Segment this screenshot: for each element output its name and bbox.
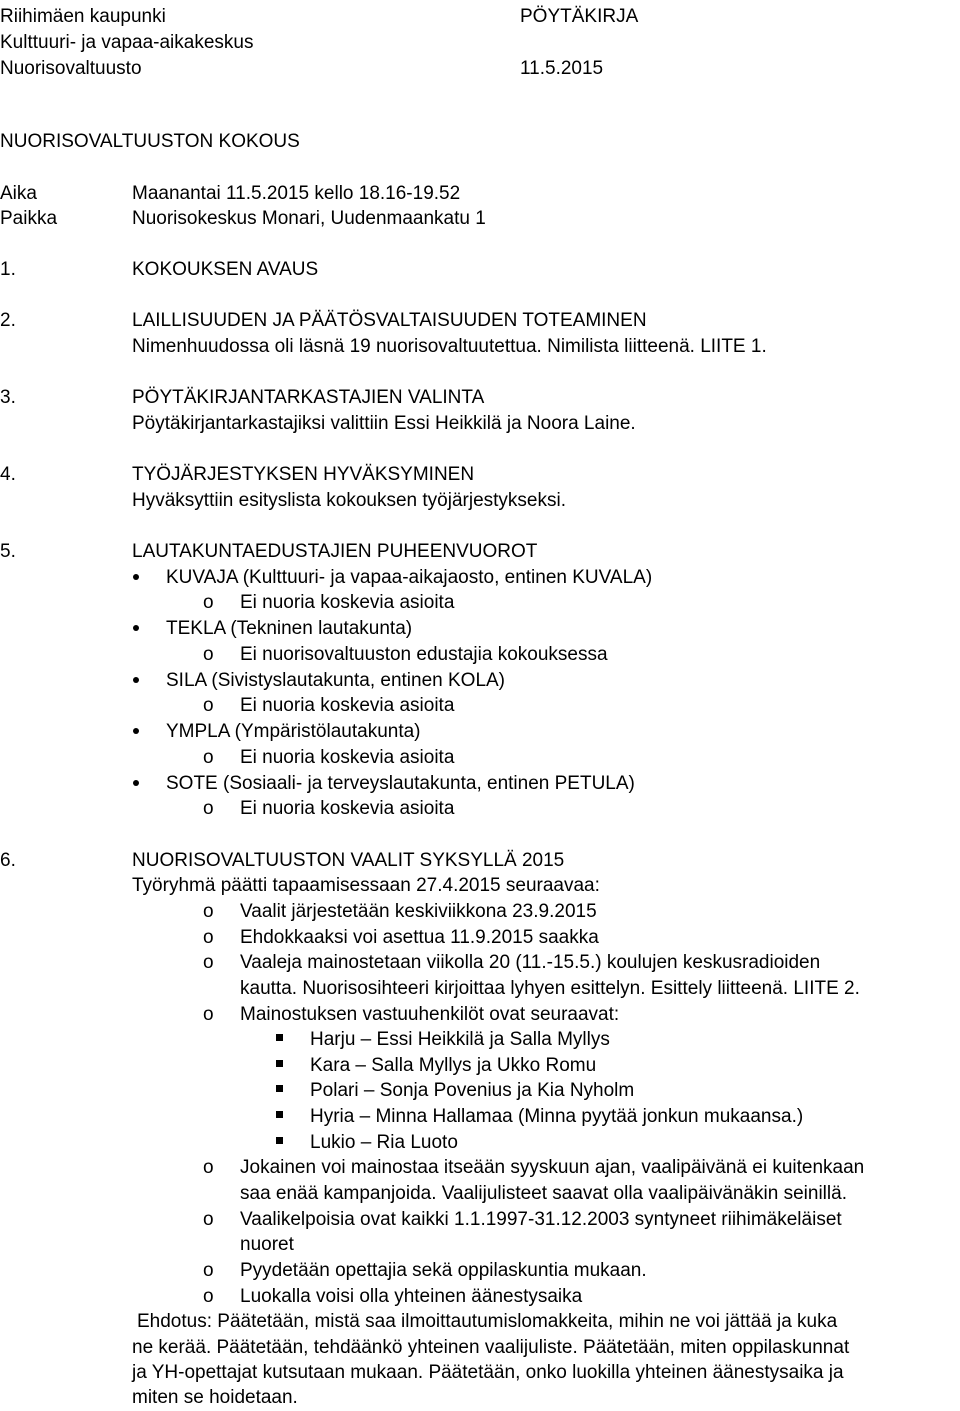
list-item-note: Ei nuoria koskevia asioita (240, 747, 455, 768)
bullet-icon (133, 780, 139, 786)
document-type: PÖYTÄKIRJA (520, 6, 639, 27)
sub-bullet-marker: o (203, 695, 214, 716)
org-department: Kulttuuri- ja vapaa-aikakeskus (0, 32, 254, 53)
list-item-note: Ei nuoria koskevia asioita (240, 695, 455, 716)
bullet-icon (133, 625, 139, 631)
sub-bullet-marker: o (203, 1209, 214, 1230)
bullet-icon (133, 728, 139, 734)
section-5-number: 5. (0, 541, 16, 562)
list-item: YMPLA (Ympäristölautakunta) (166, 721, 421, 742)
proposal-text: miten se hoidetaan. (132, 1387, 298, 1408)
list-item: Jokainen voi mainostaa itseään syyskuun ajan, vaalipäivänä ei kuitenkaan (240, 1157, 865, 1178)
section-6-number: 6. (0, 850, 16, 871)
bullet-icon (133, 574, 139, 580)
section-3-body: Pöytäkirjantarkastajiksi valittiin Essi Heikkilä ja Noora Laine. (132, 413, 636, 434)
list-item: Vaaleja mainostetaan viikolla 20 (11.-15.5.) koulujen keskusradioiden (240, 952, 821, 973)
section-4-title: TYÖJÄRJESTYKSEN HYVÄKSYMINEN (132, 464, 475, 485)
list-item: Ehdokkaaksi voi asettua 11.9.2015 saakka (240, 927, 599, 948)
section-1-number: 1. (0, 259, 16, 280)
square-bullet-icon (276, 1137, 283, 1144)
meeting-title: NUORISOVALTUUSTON KOKOUS (0, 131, 300, 152)
sub-bullet-marker: o (203, 644, 214, 665)
sub-bullet-marker: o (203, 901, 214, 922)
square-bullet-icon (276, 1060, 283, 1067)
proposal-text: ne kerää. Päätetään, tehdäänkö yhteinen vaalijuliste. Päätetään, miten oppilaskunnat (132, 1337, 850, 1358)
sub-bullet-marker: o (203, 1157, 214, 1178)
section-4-body: Hyväksyttiin esityslista kokouksen työjärjestykseksi. (132, 490, 566, 511)
list-item-continuation: nuoret (240, 1234, 294, 1255)
bullet-icon (133, 677, 139, 683)
list-item-note: Ei nuoria koskevia asioita (240, 798, 455, 819)
section-5-title: LAUTAKUNTAEDUSTAJIEN PUHEENVUOROT (132, 541, 538, 562)
responsible-item: Lukio – Ria Luoto (310, 1132, 458, 1153)
square-bullet-icon (276, 1034, 283, 1041)
org-name: Riihimäen kaupunki (0, 6, 166, 27)
list-item-note: Ei nuorisovaltuuston edustajia kokouksessa (240, 644, 608, 665)
responsible-item: Harju – Essi Heikkilä ja Salla Myllys (310, 1029, 610, 1050)
sub-bullet-marker: o (203, 798, 214, 819)
sub-bullet-marker: o (203, 592, 214, 613)
section-2-title: LAILLISUUDEN JA PÄÄTÖSVALTAISUUDEN TOTEAMINEN (132, 310, 647, 331)
list-item: Vaalikelpoisia ovat kaikki 1.1.1997-31.12.2003 syntyneet riihimäkeläiset (240, 1209, 842, 1230)
square-bullet-icon (276, 1085, 283, 1092)
list-item: Vaalit järjestetään keskiviikkona 23.9.2015 (240, 901, 597, 922)
list-item-continuation: saa enää kampanjoida. Vaalijulisteet saavat olla vaalipäivänäkin seinillä. (240, 1183, 847, 1204)
section-4-number: 4. (0, 464, 16, 485)
section-6-intro: Työryhmä päätti tapaamisessaan 27.4.2015 seuraavaa: (132, 875, 600, 896)
list-item-continuation: kautta. Nuorisosihteeri kirjoittaa lyhyen esittelyn. Esittely liitteenä. LIITE 2. (240, 978, 860, 999)
responsible-item: Kara – Salla Myllys ja Ukko Romu (310, 1055, 597, 1076)
org-unit: Nuorisovaltuusto (0, 58, 142, 79)
time-value: Maanantai 11.5.2015 kello 18.16-19.52 (132, 183, 461, 204)
proposal-text: Ehdotus: Päätetään, mistä saa ilmoittautumislomakkeita, mihin ne voi jättää ja kuka (137, 1311, 838, 1332)
list-item: TEKLA (Tekninen lautakunta) (166, 618, 413, 639)
place-label: Paikka (0, 208, 58, 229)
responsible-item: Polari – Sonja Povenius ja Kia Nyholm (310, 1080, 635, 1101)
sub-bullet-marker: o (203, 952, 214, 973)
responsible-item: Hyria – Minna Hallamaa (Minna pyytää jonkun mukaansa.) (310, 1106, 804, 1127)
sub-bullet-marker: o (203, 1260, 214, 1281)
list-item: SILA (Sivistyslautakunta, entinen KOLA) (166, 670, 506, 691)
list-item-note: Ei nuoria koskevia asioita (240, 592, 455, 613)
sub-bullet-marker: o (203, 927, 214, 948)
list-item: Luokalla voisi olla yhteinen äänestysaika (240, 1286, 583, 1307)
proposal-text: ja YH-opettajat kutsutaan mukaan. Päätetään, onko luokilla yhteinen äänestysaika ja (132, 1362, 844, 1383)
document-date: 11.5.2015 (520, 58, 604, 79)
sub-bullet-marker: o (203, 747, 214, 768)
list-item: SOTE (Sosiaali- ja terveyslautakunta, entinen PETULA) (166, 773, 635, 794)
section-1-title: KOKOUKSEN AVAUS (132, 259, 319, 280)
list-item: Pyydetään opettajia sekä oppilaskuntia mukaan. (240, 1260, 647, 1281)
list-item: KUVAJA (Kulttuuri- ja vapaa-aikajaosto, entinen KUVALA) (166, 567, 653, 588)
section-2-body: Nimenhuudossa oli läsnä 19 nuorisovaltuutettua. Nimilista liitteenä. LIITE 1. (132, 336, 767, 357)
square-bullet-icon (276, 1111, 283, 1118)
sub-bullet-marker: o (203, 1004, 214, 1025)
section-2-number: 2. (0, 310, 16, 331)
section-3-number: 3. (0, 387, 16, 408)
section-6-title: NUORISOVALTUUSTON VAALIT SYKSYLLÄ 2015 (132, 850, 565, 871)
sub-bullet-marker: o (203, 1286, 214, 1307)
time-label: Aika (0, 183, 37, 204)
list-item: Mainostuksen vastuuhenkilöt ovat seuraavat: (240, 1004, 620, 1025)
place-value: Nuorisokeskus Monari, Uudenmaankatu 1 (132, 208, 486, 229)
section-3-title: PÖYTÄKIRJANTARKASTAJIEN VALINTA (132, 387, 485, 408)
